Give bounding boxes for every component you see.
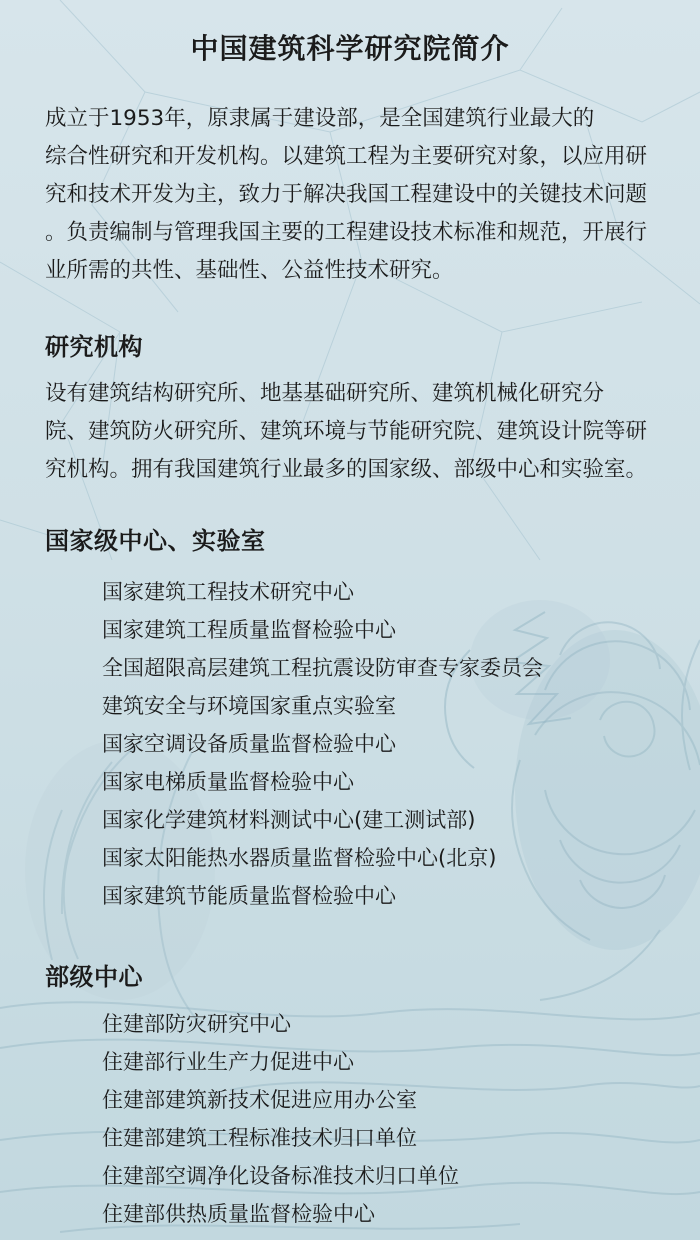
paragraph-line: 院、建筑防火研究所、建筑环境与节能研究院、建筑设计院等研 xyxy=(45,419,648,444)
paragraph-line: 。负责编制与管理我国主要的工程建设技术标准和规范，开展行 xyxy=(45,220,648,245)
list-item: 住建部建筑新技术促进应用办公室 xyxy=(102,1088,417,1112)
ministry-centers-list xyxy=(45,1005,655,1233)
list-item: 国家建筑工程技术研究中心 xyxy=(102,580,354,604)
research-orgs-paragraph xyxy=(45,375,655,489)
national-centers-list xyxy=(45,573,655,915)
list-item: 建筑安全与环境国家重点实验室 xyxy=(102,694,396,718)
list-item: 住建部行业生产力促进中心 xyxy=(102,1050,354,1074)
list-item: 国家空调设备质量监督检验中心 xyxy=(102,732,396,756)
list-item: 住建部建筑工程标准技术归口单位 xyxy=(102,1126,417,1150)
intro-paragraph xyxy=(45,100,655,290)
page-title: 中国建筑科学研究院简介 xyxy=(190,32,510,65)
paragraph-line: 究机构。拥有我国建筑行业最多的国家级、部级中心和实验室。 xyxy=(45,457,648,482)
list-item: 国家建筑节能质量监督检验中心 xyxy=(102,884,396,908)
list-item: 住建部空调净化设备标准技术归口单位 xyxy=(102,1164,459,1188)
list-item: 住建部防灾研究中心 xyxy=(102,1012,291,1036)
list-item: 国家建筑工程质量监督检验中心 xyxy=(102,618,396,642)
list-item: 国家电梯质量监督检验中心 xyxy=(102,770,354,794)
paragraph-line: 究和技术开发为主，致力于解决我国工程建设中的关键技术问题 xyxy=(45,182,648,207)
paragraph-line: 设有建筑结构研究所、地基基础研究所、建筑机械化研究分 xyxy=(45,381,605,406)
paragraph-line: 业所需的共性、基础性、公益性技术研究。 xyxy=(45,258,454,283)
paragraph-line: 成立于1953年，原隶属于建设部，是全国建筑行业最大的 xyxy=(45,106,595,131)
section-heading-ministry-centers: 部级中心 xyxy=(45,963,143,991)
list-item: 全国超限高层建筑工程抗震设防审查专家委员会 xyxy=(102,656,543,680)
section-heading-research-orgs: 研究机构 xyxy=(45,333,143,361)
list-item: 住建部供热质量监督检验中心 xyxy=(102,1202,375,1226)
list-item: 国家化学建筑材料测试中心(建工测试部) xyxy=(102,808,476,832)
section-heading-national-centers: 国家级中心、实验室 xyxy=(45,527,266,555)
list-item: 国家太阳能热水器质量监督检验中心(北京) xyxy=(102,846,497,870)
paragraph-line: 综合性研究和开发机构。以建筑工程为主要研究对象，以应用研 xyxy=(45,144,648,169)
